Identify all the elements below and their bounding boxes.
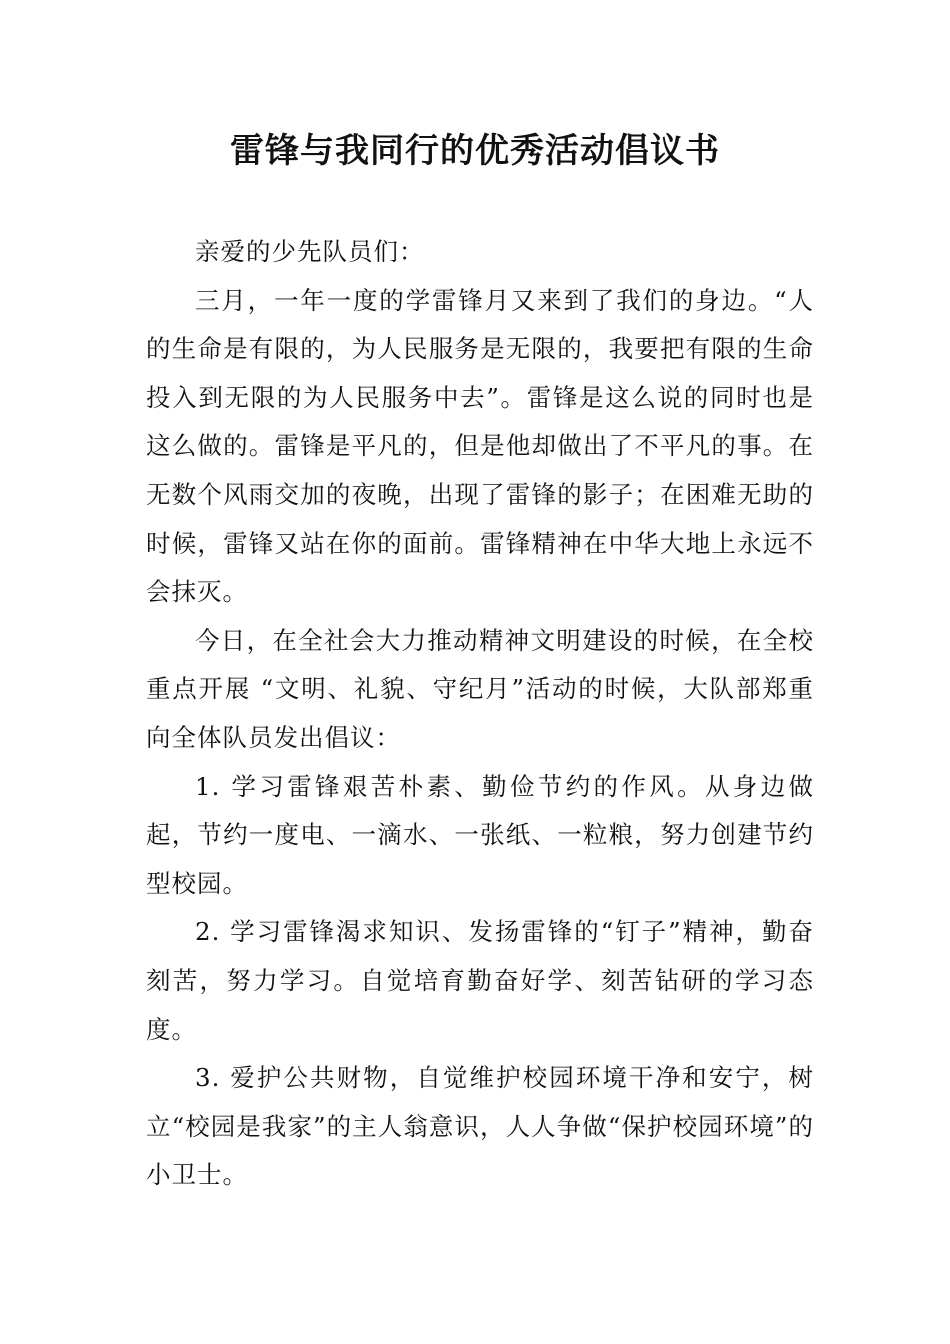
paragraph-intro: 三月，一年一度的学雷锋月又来到了我们的身边。“人的生命是有限的，为人民服务是无限的，我要把有限的生命投入到无限的为人民服务中去”。雷锋是这么说的同时也是这么做的。雷锋是平凡的，但是他却做出了不平凡的事。在无数个风雨交加的夜晚，出现了雷锋的影子；在困难无助的时候，雷锋又站在你的面前。雷锋精神在中华大地上永远不会抹灭。 [146, 285, 814, 607]
salutation: 亲爱的少先队员们： [195, 237, 425, 266]
paragraph-proposal: 今日，在全社会大力推动精神文明建设的时候，在全校重点开展 “文明、礼貌、守纪月”活动的时候，大队部郑重向全体队员发出倡议： [146, 625, 814, 752]
document-title: 雷锋与我同行的优秀活动倡议书 [230, 131, 720, 171]
proposal-item-3: 3. 爱护公共财物，自觉维护校园环境干净和安宁，树立“校园是我家”的主人翁意识，人人争做“保护校园环境”的小卫士。 [146, 1063, 814, 1190]
document-body [146, 228, 814, 1200]
proposal-item-2: 2. 学习雷锋渴求知识、发扬雷锋的“钉子”精神，勤奋刻苦，努力学习。自觉培育勤奋好学、刻苦钻研的学习态度。 [146, 917, 814, 1044]
proposal-item-1: 1. 学习雷锋艰苦朴素、勤俭节约的作风。从身边做起，节约一度电、一滴水、一张纸、一粒粮，努力创建节约型校园。 [146, 771, 814, 898]
